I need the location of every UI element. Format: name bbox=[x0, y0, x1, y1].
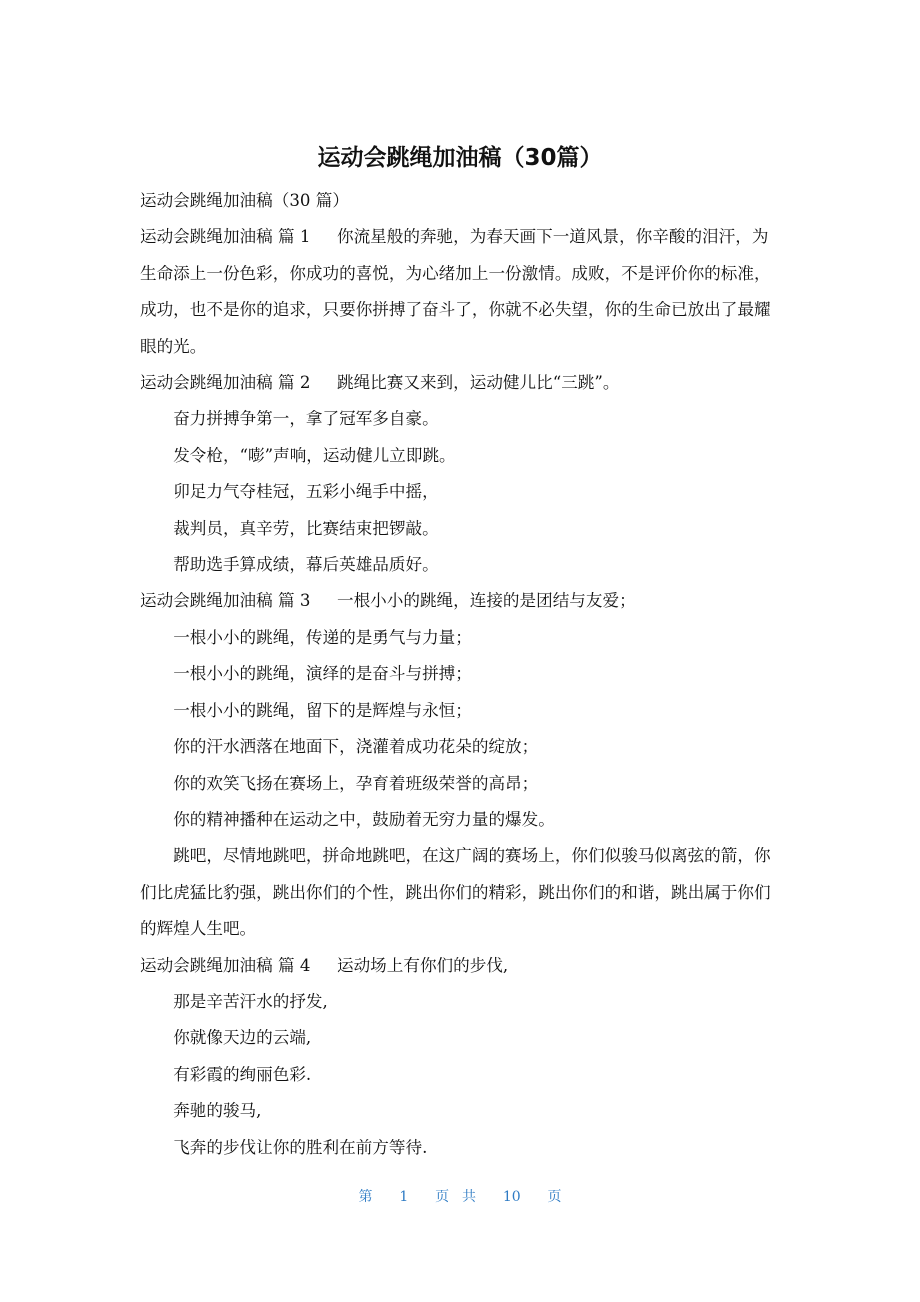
piece-3-line: 一根小小的跳绳，演绎的是奋斗与拼搏； bbox=[173, 664, 472, 684]
piece-4-line: 飞奔的步伐让你的胜利在前方等待. bbox=[173, 1137, 428, 1157]
footer-total-pages: 10 bbox=[502, 1189, 521, 1205]
piece-1-heading: 运动会跳绳加油稿 篇 1 bbox=[140, 227, 311, 247]
piece-2-line: 发令枪，“嘭”声响，运动健儿立即跳。 bbox=[173, 445, 456, 465]
piece-3-text: 一根小小的跳绳，连接的是团结与友爱； bbox=[337, 591, 636, 611]
piece-3-line: 一根小小的跳绳，留下的是辉煌与永恒； bbox=[173, 700, 472, 720]
footer-label-ye-gong: 页 共 bbox=[435, 1189, 476, 1205]
footer-current-page: 1 bbox=[399, 1189, 409, 1205]
piece-3-line: 你的欢笑飞扬在赛场上，孕育着班级荣誉的高昂； bbox=[173, 773, 539, 793]
document-title: 运动会跳绳加油稿（30篇） bbox=[317, 145, 603, 171]
piece-3-line: 你的汗水洒落在地面下，浇灌着成功花朵的绽放； bbox=[173, 737, 539, 757]
page-footer bbox=[0, 1185, 920, 1209]
footer-label-di: 第 bbox=[358, 1189, 373, 1205]
piece-2-line: 裁判员，真辛劳，比赛结束把锣敲。 bbox=[173, 518, 439, 538]
piece-2 bbox=[140, 365, 780, 401]
piece-3-closing: 跳吧，尽情地跳吧，拼命地跳吧，在这广阔的赛场上，你们似骏马似离弦的箭，你们比虎猛比豹强，跳出你们的个性，跳出你们的精彩，跳出你们的和谐，跳出属于你们的辉煌人生吧。 bbox=[140, 846, 771, 939]
piece-3-heading: 运动会跳绳加油稿 篇 3 bbox=[140, 591, 311, 611]
piece-3-line: 一根小小的跳绳，传递的是勇气与力量； bbox=[173, 627, 472, 647]
piece-3 bbox=[140, 583, 780, 619]
piece-2-line: 卯足力气夺桂冠，五彩小绳手中摇， bbox=[173, 482, 439, 502]
piece-2-heading: 运动会跳绳加油稿 篇 2 bbox=[140, 373, 311, 393]
document-body bbox=[140, 183, 780, 1166]
piece-4-text: 运动场上有你们的步伐, bbox=[337, 955, 509, 975]
piece-4-line: 你就像天边的云端, bbox=[173, 1028, 312, 1048]
document-subtitle: 运动会跳绳加油稿（30 篇） bbox=[140, 191, 349, 210]
piece-2-line: 奋力拼搏争第一，拿了冠军多自豪。 bbox=[173, 409, 439, 429]
footer-label-ye: 页 bbox=[547, 1189, 562, 1205]
piece-3-line: 你的精神播种在运动之中，鼓励着无穷力量的爆发。 bbox=[173, 809, 555, 829]
piece-4 bbox=[140, 948, 780, 984]
piece-2-text: 跳绳比赛又来到，运动健儿比“三跳”。 bbox=[337, 373, 620, 393]
piece-1-text: 你流星般的奔驰，为春天画下一道风景，你辛酸的泪汗，为生命添上一份色彩，你成功的喜悦，为心绪加上一份激情。成败，不是评价你的标准，成功，也不是你的追求，只要你拼搏了奋斗了，你就不必失望，你的生命已放出了最耀眼的光。 bbox=[140, 227, 771, 356]
piece-1 bbox=[140, 219, 780, 365]
piece-4-line: 奔驰的骏马, bbox=[173, 1101, 262, 1121]
piece-2-line: 帮助选手算成绩，幕后英雄品质好。 bbox=[173, 555, 439, 575]
piece-4-heading: 运动会跳绳加油稿 篇 4 bbox=[140, 955, 311, 975]
piece-4-line: 有彩霞的绚丽色彩. bbox=[173, 1064, 312, 1084]
piece-4-line: 那是辛苦汗水的抒发, bbox=[173, 991, 328, 1011]
